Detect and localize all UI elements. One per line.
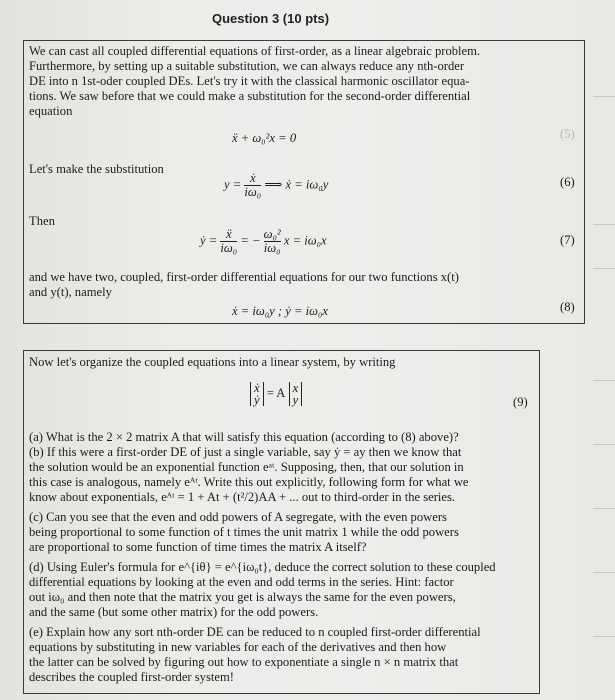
edge-line bbox=[593, 636, 615, 637]
coupled-line: and y(t), namely bbox=[29, 285, 112, 299]
eq9-middle: = A bbox=[266, 385, 286, 400]
part-line: the solution would be an exponential function eᵃᵗ. Supposing, then, that our solution in bbox=[29, 460, 464, 474]
intro-line: We can cast all coupled differential equations of first-order, as a linear algebraic problem. bbox=[29, 44, 481, 58]
equation-9 bbox=[250, 382, 302, 406]
part-line: (d) Using Euler's formula for e^{iθ} = e^{iω₀t}, deduce the correct solution to these coupled bbox=[29, 560, 496, 574]
part-line: out iω₀ and then note that the matrix you get is always the same for the even powers, bbox=[29, 590, 456, 604]
equation-7 bbox=[200, 228, 327, 255]
part-line: describes the coupled first-order system! bbox=[29, 670, 234, 684]
eq6-left: y = bbox=[224, 177, 242, 192]
edge-line bbox=[593, 224, 615, 225]
edge-line bbox=[593, 444, 615, 445]
part-line: the latter can be solved by figuring out how to exponentiate a single n × n matrix that bbox=[29, 655, 459, 669]
eq7-frac2-den: iω₀ bbox=[263, 241, 281, 255]
intro-line: Furthermore, by setting up a suitable substitution, we can always reduce any nth-order bbox=[29, 59, 465, 73]
eq9-lhs-bottom: ẏ bbox=[254, 393, 260, 407]
eq7-frac2-num: ω₀² bbox=[263, 227, 281, 241]
eq7-fraction-2 bbox=[264, 228, 281, 255]
equation-5-number: (5) bbox=[560, 127, 575, 141]
equation-7-number: (7) bbox=[560, 233, 575, 247]
intro-line: equation bbox=[29, 104, 73, 118]
part-line: being proportional to some function of t times the unit matrix 1 while the odd powers bbox=[29, 525, 459, 539]
edge-line bbox=[593, 508, 615, 509]
eq7-frac1-den: iω₀ bbox=[220, 241, 238, 255]
eq7-left: ẏ = bbox=[200, 233, 218, 248]
then-label: Then bbox=[29, 214, 55, 228]
part-line: know about exponentials, eᴬᵗ = 1 + At + (t²/2)AA + ... out to third-order in the series. bbox=[29, 490, 456, 504]
eq6-frac-den: iω₀ bbox=[244, 185, 262, 199]
section2-intro: Now let's organize the coupled equations into a linear system, by writing bbox=[29, 355, 396, 369]
equation-5: ẍ + ω₀²x = 0 bbox=[232, 131, 297, 145]
equation-6 bbox=[224, 172, 328, 199]
part-line: differential equations by looking at the even and odd terms in the series. Hint: factor bbox=[29, 575, 454, 589]
eq9-lhs-vector bbox=[250, 382, 264, 406]
part-line: (c) Can you see that the even and odd powers of A segregate, with the even powers bbox=[29, 510, 447, 524]
equation-8-number: (8) bbox=[560, 300, 575, 314]
eq7-mid: = − bbox=[240, 233, 261, 248]
part-line: (a) What is the 2 × 2 matrix A that will satisfy this equation (according to (8) above)? bbox=[29, 430, 459, 444]
intro-line: DE into n 1st-oder coupled DEs. Let's try it with the classical harmonic oscillator equa- bbox=[29, 74, 470, 88]
edge-line bbox=[593, 572, 615, 573]
substitution-label: Let's make the substitution bbox=[29, 162, 164, 176]
eq9-rhs-top: x bbox=[292, 381, 299, 395]
intro-line: tions. We saw before that we could make a substitution for the second-order differential bbox=[29, 89, 471, 103]
eq9-rhs-bottom: y bbox=[292, 393, 299, 407]
equation-8: ẋ = iω₀y ; ẏ = iω₀x bbox=[232, 304, 328, 318]
edge-line bbox=[593, 380, 615, 381]
part-line: equations by substituting in new variables for each of the derivatives and then how bbox=[29, 640, 447, 654]
eq7-fraction-1 bbox=[220, 228, 237, 255]
part-line: this case is analogous, namely eᴬᵗ. Write this out explicitly, following form for what we bbox=[29, 475, 469, 489]
question-title: Question 3 (10 pts) bbox=[212, 11, 330, 26]
eq9-rhs-vector bbox=[289, 382, 303, 406]
eq6-frac-num: ẋ bbox=[250, 171, 256, 185]
part-line: and the same (but some other matrix) for the odd powers. bbox=[29, 605, 319, 619]
part-line: (b) If this were a first-order DE of just a single variable, say ẏ = ay then we know that bbox=[29, 445, 462, 459]
eq7-frac1-num: ẍ bbox=[226, 227, 232, 241]
equation-9-number: (9) bbox=[513, 395, 528, 409]
eq6-fraction bbox=[244, 172, 261, 199]
eq6-right: ⟹ ẋ = iω₀y bbox=[264, 177, 329, 192]
edge-line bbox=[593, 96, 615, 97]
part-line: are proportional to some function of time times the matrix A itself? bbox=[29, 540, 367, 554]
eq7-right: x = iω₀x bbox=[283, 233, 327, 248]
coupled-line: and we have two, coupled, first-order differential equations for our two functions x(t) bbox=[29, 270, 459, 284]
edge-line bbox=[593, 268, 615, 269]
eq9-lhs-top: ẋ bbox=[254, 381, 260, 395]
part-line: (e) Explain how any sort nth-order DE can be reduced to n coupled first-order differential bbox=[29, 625, 481, 639]
equation-6-number: (6) bbox=[560, 175, 575, 189]
